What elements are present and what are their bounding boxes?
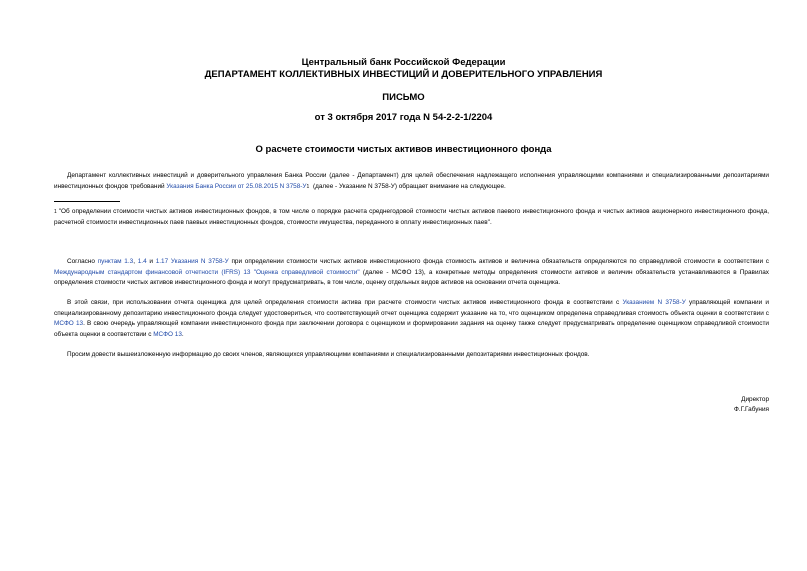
link-msfo-13[interactable]: МСФО 13 — [54, 320, 84, 327]
paragraph-text: Согласно — [67, 258, 98, 265]
paragraph-intro — [54, 171, 769, 192]
paragraph-text: при определении стоимости чистых активов инвестиционного фонда стоимость активов и величина обязательств определяются по справедливой стоимости в соответствии с — [228, 258, 769, 265]
paragraph-text: (далее - Указание N 3758-У) обращает внимание на следующее. — [311, 182, 506, 190]
link-punkt-1-4[interactable]: 1.4 — [137, 258, 147, 265]
paragraph-fair-value — [54, 257, 769, 289]
paragraph-text: . — [181, 330, 184, 338]
link-msfo-13-2[interactable]: МСФО 13 — [153, 330, 182, 338]
footnote — [54, 207, 769, 228]
paragraph-request: Просим довести вышеизложенную информацию до своих членов, являющихся управляющими компаниями и специализированными депозитариями инвестиционных фондов. — [67, 351, 590, 358]
link-ifrs-13[interactable]: Международным стандартом финансовой отчетности (IFRS) 13 "Оценка справедливой стоимости" — [54, 268, 360, 276]
paragraph-text: , — [133, 258, 138, 265]
doc-type: ПИСЬМО — [382, 92, 425, 103]
signature-name: Ф.Г.Габуния — [733, 406, 769, 413]
org-name: Центральный банк Российской Федерации — [301, 57, 506, 68]
paragraph-text: управляющей компании и специализированному депозитарию инвестиционного фонда следует удостовериться, что соответствующий отчет оценщика содержит указание на то, что оценщиком определена справедливая стоимость объекта оценки в соответствии с — [54, 299, 770, 317]
signature-position: Директор — [741, 396, 769, 403]
footnote-ref: 1 — [306, 183, 310, 190]
doc-date-number: от 3 октября 2017 года N 54-2-2-1/2204 — [314, 112, 493, 123]
footnote-text: "Об определении стоимости чистых активов инвестиционных фондов, в том числе о порядке расчета среднегодовой стоимости чистых активов паевого инвестиционного фонда и чистых активов акционерного инвестиционного фонда, расчетной стоимости инвестиционных паев паевых инвестиционных фондов, стоимости имущества, переданного в оплату инвестиционных паев". — [54, 208, 769, 226]
department-name: ДЕПАРТАМЕНТ КОЛЛЕКТИВНЫХ ИНВЕСТИЦИЙ И ДОВЕРИТЕЛЬНОГО УПРАВЛЕНИЯ — [204, 69, 603, 80]
link-punkt-1-17[interactable]: 1.17 Указания N 3758-У — [155, 258, 229, 265]
paragraph-text: и — [146, 258, 156, 265]
link-ukazanie-3758u-2[interactable]: Указанием N 3758-У — [622, 299, 686, 306]
link-ukazanie-3758u[interactable]: Указания Банка России от 25.08.2015 N 3758-У — [166, 182, 307, 190]
paragraph-text: . В свою очередь управляющей компании инвестиционного фонда при заключении договора с оценщиком и формировании задания на оценку также следует предусматривать определение оценщиком справедливой стоимости объекта оценки в соответствии с — [54, 320, 769, 338]
footnote-mark: 1 — [54, 209, 57, 215]
doc-subject: О расчете стоимости чистых активов инвестиционного фонда — [255, 144, 552, 155]
paragraph-text: В этой связи, при использовании отчета оценщика для целей определения стоимости актива при расчете стоимости чистых активов инвестиционного фонда в соответствии с — [67, 299, 623, 306]
paragraph-text: Департамент коллективных инвестиций и доверительного управления Банка России (далее - Департамент) для целей обеспечения надлежащего исполнения управляющими компаниями и специализированными депозитариями инвестиционных фондов требований — [54, 172, 769, 190]
paragraph-text: (далее - МСФО 13), а конкретные методы определения стоимости активов и величин обязательств устанавливаются в Правилах определения стоимости чистых активов инвестиционного фонда и могут предусматривать, в том числе, оценку отдельных видов активов на основании отчета оценщика. — [54, 268, 769, 286]
link-punkt-1-3[interactable]: пунктам 1.3 — [97, 258, 134, 265]
paragraph-appraiser-report — [54, 298, 769, 340]
footnote-divider — [54, 201, 120, 202]
